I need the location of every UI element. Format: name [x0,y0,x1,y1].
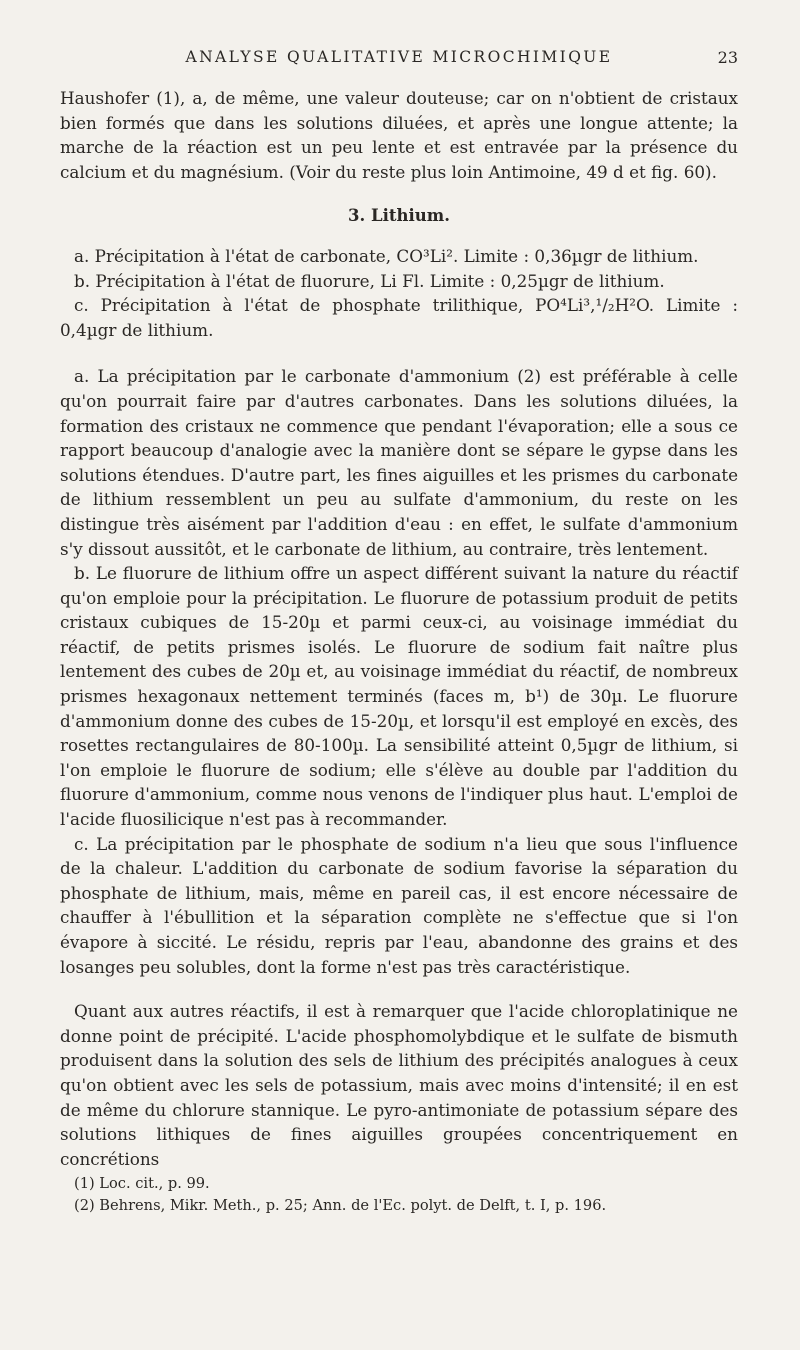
limit-b: b. Précipitation à l'état de fluorure, Li Fl. Limite : 0,25µgr de lithium. [74,270,665,291]
limit-a: a. Précipitation à l'état de carbonate, CO³Li². Limite : 0,36µgr de lithium. [74,245,699,266]
page-number: 23 [717,48,738,67]
detection-limits [60,244,738,342]
section-title: 3. Lithium. [348,206,450,226]
footnote-1: (1) Loc. cit., p. 99. [74,1175,210,1193]
paragraph-other-reagents: Quant aux autres réactifs, il est à remarquer que l'acide chloroplatinique ne donne point de précipité. L'acide phosphomolybdique et le sulfate de bismuth produisent dans la solution des sels de lithium des précipités analogues à ceux qu'on obtient avec les sels de potassium, mais avec moins d'intensité; il en est de même du chlorure stannique. Le pyro-antimoniate de potassium sépare des solutions lithiques de fines aiguilles groupées concentriquement en concrétions [60,1001,738,1169]
limit-c: c. Précipitation à l'état de phosphate trilithique, PO⁴Li³,¹/₂H²O. Limite : 0,4µgr de lithium. [60,295,738,340]
paragraph-c: c. La précipitation par le phosphate de sodium n'a lieu que sous l'influence de la chaleur. L'addition du carbonate de sodium favorise la séparation du phosphate de lithium, mais, même en pareil cas, il est encore nécessaire de chauffer à l'ébullition et la séparation complète ne s'effectue que si l'on évapore à siccité. Le résidu, repris par l'eau, abandonne des grains et des losanges peu solubles, dont la forme n'est pas très caractéristique. [60,833,738,977]
intro-paragraph: Haushofer (1), a, de même, une valeur douteuse; car on n'obtient de cristaux bien formés que dans les solutions diluées, et après une longue attente; la marche de la réaction est un peu lente et est entravée par la présence du calcium et du magnésium. (Voir du reste plus loin Antimoine, 49 d et fig. 60). [60,88,738,182]
footnotes [60,1173,738,1217]
paragraph-b: b. Le fluorure de lithium offre un aspect différent suivant la nature du réactif qu'on emploie pour la précipitation. Le fluorure de potassium produit de petits cristaux cubiques de 15-20µ et parmi ceux-ci, au voisinage immédiat du réactif, de petits prismes isolés. Le fluorure de sodium fait naître plus lentement des cubes de 20µ et, au voisinage immédiat du réactif, de nombreux prismes hexagonaux nettement terminés (faces m, b¹) de 30µ. Le fluorure d'ammonium donne des cubes de 15-20µ, et lorsqu'il est employé en excès, des rosettes rectangulaires de 80-100µ. La sensibilité atteint 0,5µgr de lithium, si l'on emploie le fluorure de sodium; elle s'élève au double par l'addition du fluorure d'ammonium, comme nous venons de l'indiquer plus haut. L'emploi de l'acide fluosilicique n'est pas à recommander. [60,563,738,830]
footnote-2: (2) Behrens, Mikr. Meth., p. 25; Ann. de l'Ec. polyt. de Delft, t. I, p. 196. [74,1197,607,1215]
page-header [60,48,738,74]
running-head: ANALYSE QUALITATIVE MICROCHIMIQUE [185,48,613,66]
paragraph-a: a. La précipitation par le carbonate d'ammonium (2) est préférable à celle qu'on pourrait faire par d'autres carbonates. Dans les solutions diluées, la formation des cristaux ne commence que pendant l'évaporation; elle a sous ce rapport beaucoup d'analogie avec la manière dont se sépare le gypse dans les solutions étendues. D'autre part, les fines aiguilles et les prismes du carbonate de lithium ressemblent un peu au sulfate d'ammonium, du reste on les distingue très aisément par l'addition d'eau : en effet, le sulfate d'ammonium s'y dissout aussitôt, et le carbonate de lithium, au contraire, très lentement. [60,366,738,559]
body-text [60,86,738,1217]
